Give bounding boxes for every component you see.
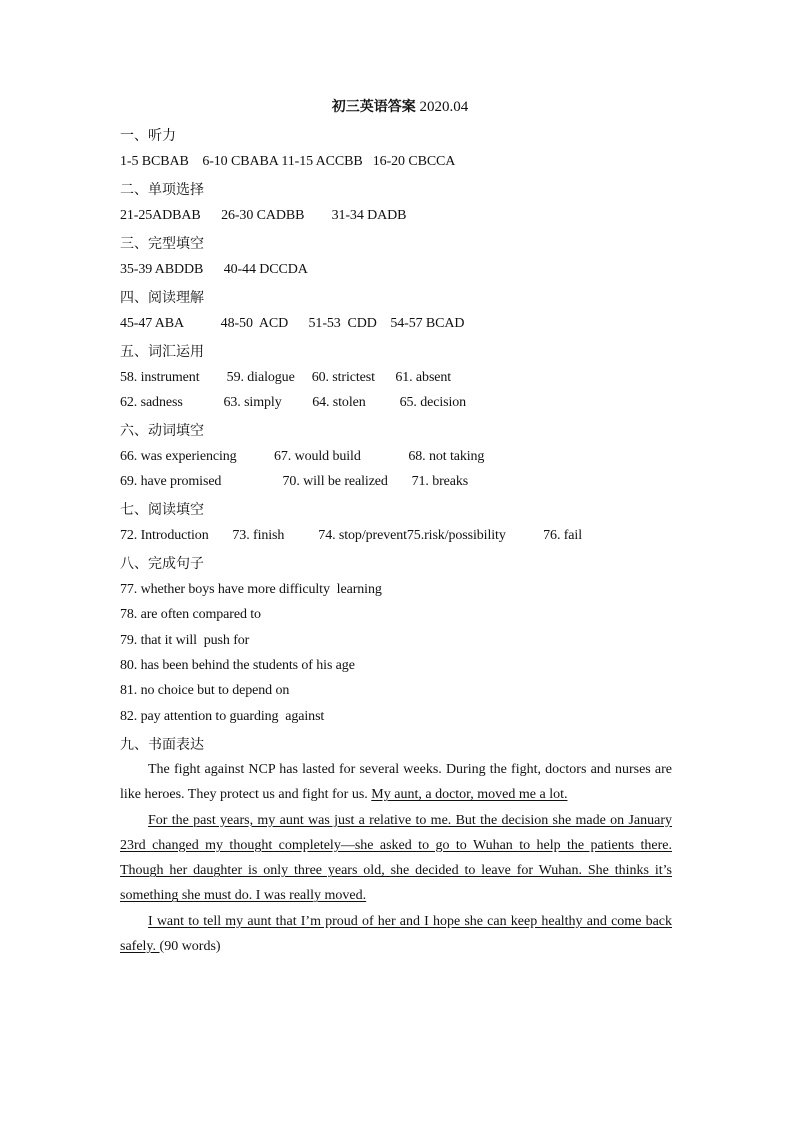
answer-line: 62. sadness 63. simply 64. stolen 65. decision bbox=[120, 395, 467, 410]
answer-line: 35-39 ABDDB 40-44 DCCDA bbox=[120, 262, 308, 277]
section-heading-complete-sentences: 八、完成句子 bbox=[120, 556, 204, 572]
essay-paragraph bbox=[120, 757, 672, 808]
title-date: 2020.04 bbox=[419, 99, 469, 115]
answer-line: 1-5 BCBAB 6-10 CBABA 11-15 ACCBB 16-20 CBCCA bbox=[120, 154, 456, 169]
essay bbox=[120, 757, 672, 959]
section-heading-vocabulary: 五、词汇运用 bbox=[120, 344, 204, 360]
essay-underlined-text: For the past years, my aunt was just a relative to me. But the decision she made on January 23rd changed my thought completely—she asked to go to Wuhan to help the patients there. Though her daughter is only three years old, she decided to leave for Wuhan. She thinks it’s something she must do. I was really moved. bbox=[120, 812, 672, 904]
answer-line: 45-47 ABA 48-50 ACD 51-53 CDD 54-57 BCAD bbox=[120, 316, 465, 331]
document-title bbox=[120, 96, 680, 116]
essay-paragraph bbox=[120, 808, 672, 909]
essay-text: The fight against NCP has lasted for several weeks. During the fight, doctors and nurses are like heroes. They protect us and fight for us. bbox=[120, 762, 672, 803]
answer-line: 80. has been behind the students of his age bbox=[120, 658, 355, 673]
answer-line: 58. instrument 59. dialogue 60. strictest 61. absent bbox=[120, 370, 452, 385]
answer-line: 82. pay attention to guarding against bbox=[120, 709, 325, 724]
answer-line: 72. Introduction 73. finish 74. stop/prevent75.risk/possibility 76. fail bbox=[120, 528, 582, 543]
answer-line: 66. was experiencing 67. would build 68. not taking bbox=[120, 449, 485, 464]
title-text: 初三英语答案 bbox=[331, 99, 416, 115]
answer-line: 21-25ADBAB 26-30 CADBB 31-34 DADB bbox=[120, 208, 407, 223]
answer-line: 77. whether boys have more difficulty learning bbox=[120, 582, 382, 597]
answer-line: 81. no choice but to depend on bbox=[120, 683, 290, 698]
answer-line: 79. that it will push for bbox=[120, 633, 250, 648]
section-heading-single-choice: 二、单项选择 bbox=[120, 182, 204, 198]
section-heading-reading-fill: 七、阅读填空 bbox=[120, 502, 204, 518]
essay-underlined-text: I want to tell my aunt that I’m proud of her and I hope she can keep healthy and come back safely. bbox=[120, 913, 672, 955]
answer-line: 78. are often compared to bbox=[120, 607, 261, 622]
section-heading-verb-fill: 六、动词填空 bbox=[120, 423, 204, 439]
essay-paragraph bbox=[120, 909, 672, 960]
section-heading-listening: 一、听力 bbox=[120, 128, 176, 144]
section-heading-writing: 九、书面表达 bbox=[120, 737, 204, 753]
answer-line: 69. have promised 70. will be realized 71. breaks bbox=[120, 474, 469, 489]
section-heading-reading: 四、阅读理解 bbox=[120, 290, 204, 306]
section-heading-cloze: 三、完型填空 bbox=[120, 236, 204, 252]
word-count: (90 words) bbox=[159, 939, 221, 955]
essay-underlined-text: My aunt, a doctor, moved me a lot. bbox=[371, 787, 568, 803]
